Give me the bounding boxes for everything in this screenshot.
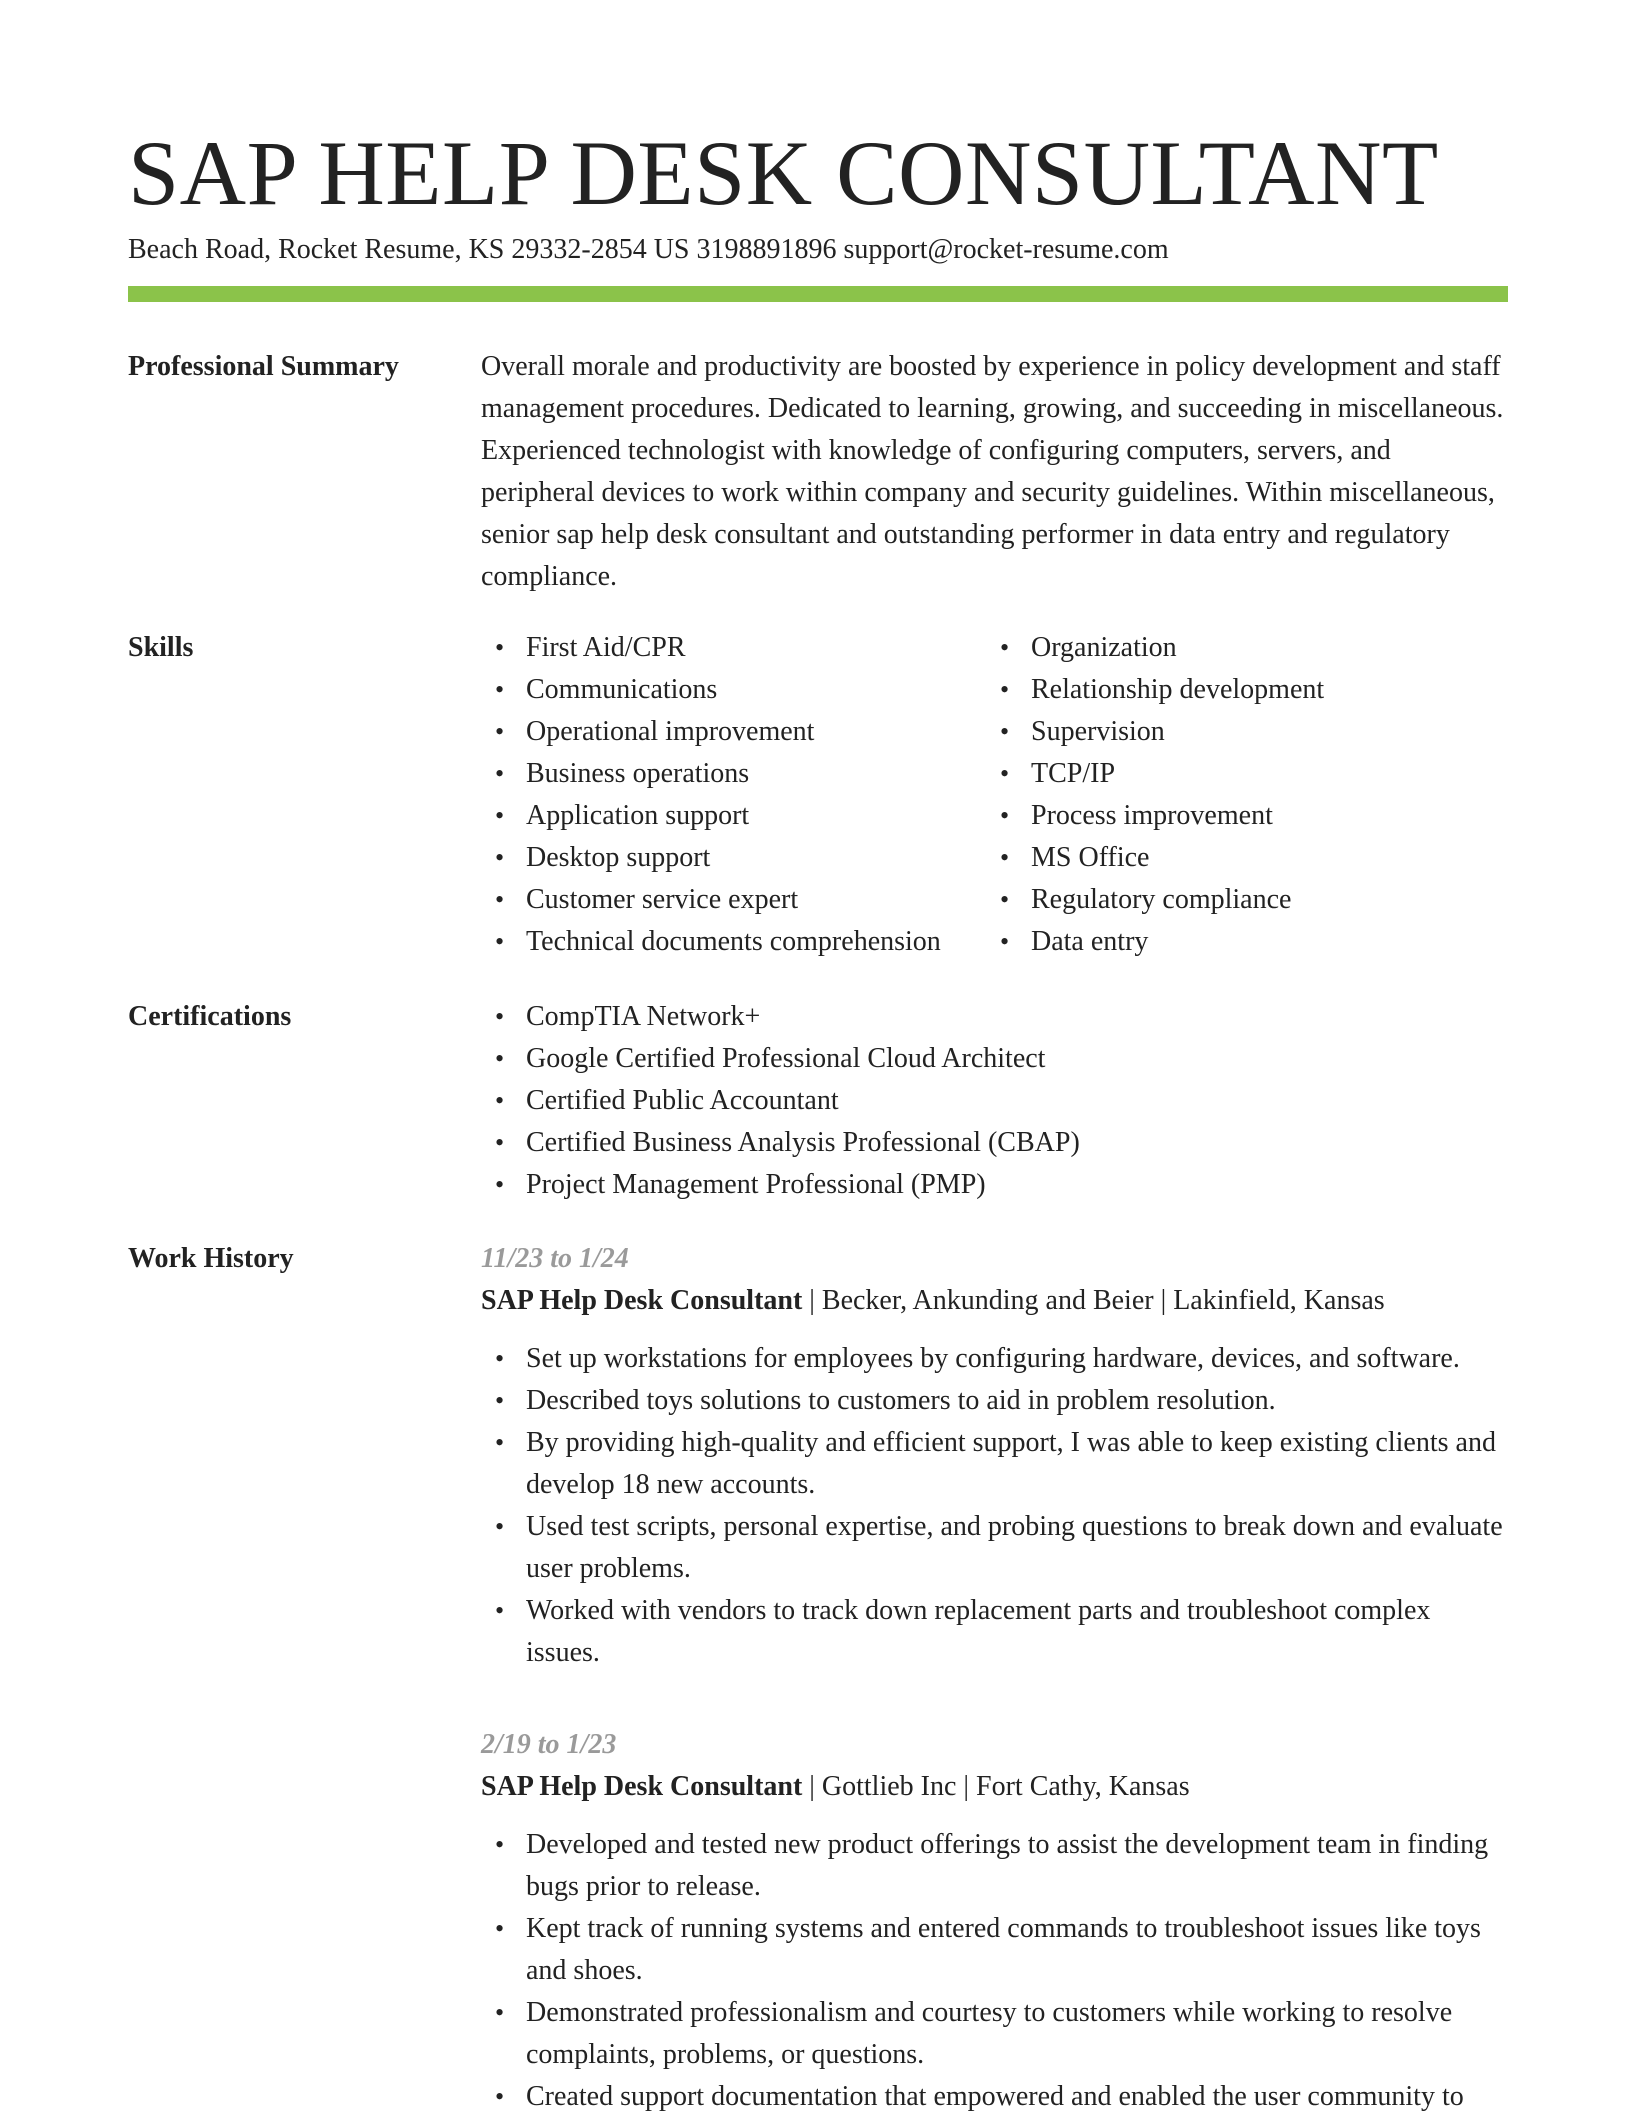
skill-item: • Regulatory compliance — [986, 879, 1491, 921]
skill-item: • Desktop support — [481, 837, 986, 879]
job-heading — [481, 1766, 1508, 1808]
skill-item: • Data entry — [986, 921, 1491, 963]
summary-heading: Professional Summary — [128, 351, 399, 382]
skills-right-list — [986, 627, 1491, 963]
job-duty-item: • Demonstrated professionalism and courtesy to customers while working to resolve complaints, problems, or questions. — [481, 1992, 1508, 2076]
job-employer-location: | Gottlieb Inc | Fort Cathy, Kansas — [802, 1771, 1190, 1802]
skill-item: • Communications — [481, 669, 986, 711]
job-title: SAP Help Desk Consultant — [481, 1285, 803, 1316]
skill-item: • Operational improvement — [481, 711, 986, 753]
work-history-heading: Work History — [128, 1243, 294, 1274]
certifications-body — [481, 996, 1508, 1206]
job-entry — [481, 1238, 1508, 1674]
job-duty-item: • Kept track of running systems and entered commands to troubleshoot issues like toys and shoes. — [481, 1908, 1508, 1992]
job-employer-location: | Becker, Ankunding and Beier | Lakinfield, Kansas — [802, 1285, 1385, 1316]
work-history-body — [481, 1238, 1508, 2112]
skills-grid — [481, 627, 1508, 963]
job-duties-list — [481, 1824, 1508, 2112]
skill-item: • Process improvement — [986, 795, 1491, 837]
certification-item: • Google Certified Professional Cloud Architect — [481, 1038, 1508, 1080]
job-dates: 2/19 to 1/23 — [481, 1729, 617, 1760]
job-duty-item: • Worked with vendors to track down replacement parts and troubleshoot complex issues. — [481, 1590, 1508, 1674]
skill-item: • MS Office — [986, 837, 1491, 879]
skill-item: • Organization — [986, 627, 1491, 669]
job-duty-item: • Described toys solutions to customers to aid in problem resolution. — [481, 1380, 1508, 1422]
skill-item: • Relationship development — [986, 669, 1491, 711]
job-title: SAP Help Desk Consultant — [481, 1771, 803, 1802]
skill-item: • Customer service expert — [481, 879, 986, 921]
contact-info: Beach Road, Rocket Resume, KS 29332-2854 US 3198891896 support@rocket-resume.com — [128, 234, 1169, 265]
job-duty-item: • Created support documentation that empowered and enabled the user community to — [481, 2076, 1508, 2112]
resume-name: SAP HELP DESK CONSULTANT — [128, 122, 1439, 224]
job-entry — [481, 1724, 1508, 2112]
skills-left-list — [481, 627, 986, 963]
certification-item: • CompTIA Network+ — [481, 996, 1508, 1038]
certification-item: • Certified Public Accountant — [481, 1080, 1508, 1122]
skill-item: • First Aid/CPR — [481, 627, 986, 669]
skill-item: • Application support — [481, 795, 986, 837]
skill-item: • Supervision — [986, 711, 1491, 753]
skill-item: • Technical documents comprehension — [481, 921, 986, 963]
job-duty-item: • By providing high-quality and efficient support, I was able to keep existing clients and develop 18 new accounts. — [481, 1422, 1508, 1506]
skills-heading: Skills — [128, 632, 194, 663]
job-duties-list — [481, 1338, 1508, 1674]
skill-item: • TCP/IP — [986, 753, 1491, 795]
certifications-heading: Certifications — [128, 1001, 292, 1032]
job-duty-item: • Used test scripts, personal expertise, and probing questions to break down and evaluate user problems. — [481, 1506, 1508, 1590]
job-dates: 11/23 to 1/24 — [481, 1243, 629, 1274]
job-duty-item: • Set up workstations for employees by configuring hardware, devices, and software. — [481, 1338, 1508, 1380]
certifications-list — [481, 996, 1508, 1206]
job-duty-item: • Developed and tested new product offerings to assist the development team in finding bugs prior to release. — [481, 1824, 1508, 1908]
certification-item: • Certified Business Analysis Professional (CBAP) — [481, 1122, 1508, 1164]
accent-divider — [128, 286, 1508, 302]
summary-text: Overall morale and productivity are boosted by experience in policy development and staff management procedures. Dedicated to learning, growing, and succeeding in miscellaneous. Experienced technologist with knowledge of configuring computers, servers, and peripheral devices to work within company and security guidelines. Within miscellaneous, senior sap help desk consultant and outstanding performer in data entry and regulatory compliance. — [481, 351, 1504, 592]
skill-item: • Business operations — [481, 753, 986, 795]
job-heading — [481, 1280, 1508, 1322]
certification-item: • Project Management Professional (PMP) — [481, 1164, 1508, 1206]
